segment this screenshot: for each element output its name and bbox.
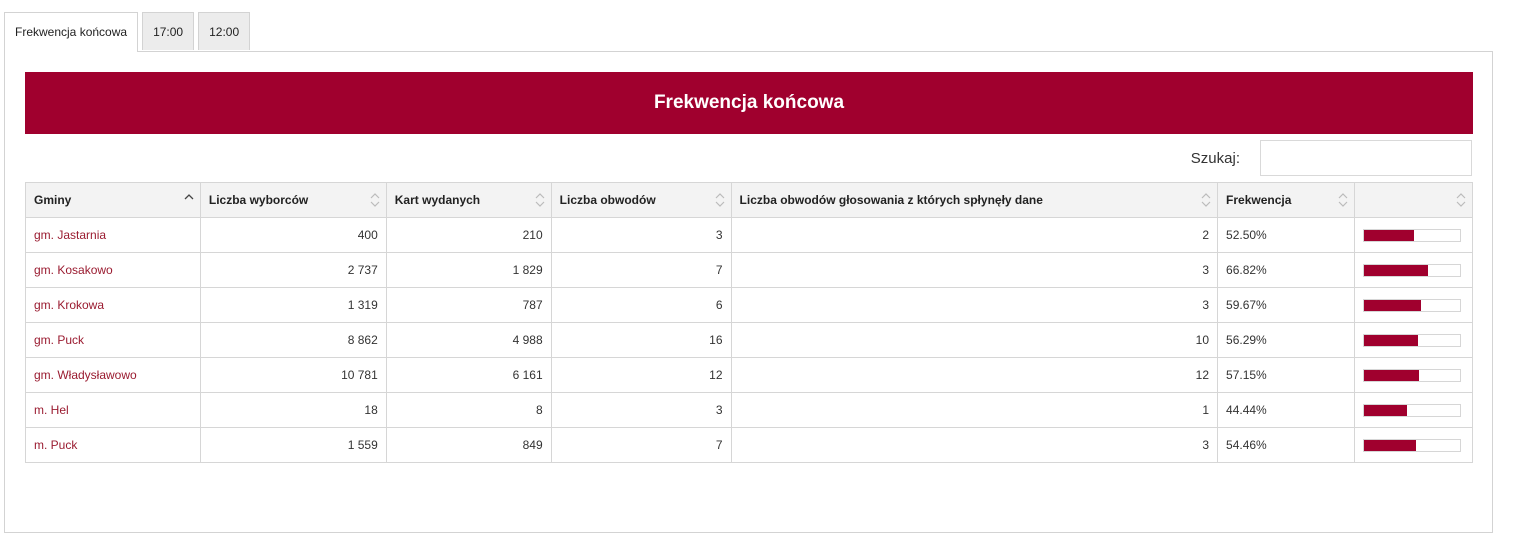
column-header-label: Kart wydanych xyxy=(394,193,481,207)
tab-17-00[interactable]: 17:00 xyxy=(142,12,194,50)
voters-cell: 10 781 xyxy=(200,358,386,393)
table-row xyxy=(26,288,1473,323)
turnout-bar-cell xyxy=(1354,253,1472,288)
sort-asc-icon xyxy=(184,190,194,210)
tab-bar xyxy=(4,12,254,52)
turnout-bar-fill xyxy=(1364,230,1414,241)
turnout-bar-cell xyxy=(1354,393,1472,428)
column-header-districts[interactable] xyxy=(551,183,731,218)
column-header-gminy[interactable] xyxy=(26,183,201,218)
voters-cell: 1 319 xyxy=(200,288,386,323)
voters-cell: 2 737 xyxy=(200,253,386,288)
turnout-cell: 57.15% xyxy=(1218,358,1355,393)
districts-cell: 3 xyxy=(551,218,731,253)
turnout-table xyxy=(25,182,1473,463)
turnout-cell: 66.82% xyxy=(1218,253,1355,288)
turnout-bar-fill xyxy=(1364,265,1428,276)
column-header-label: Liczba wyborców xyxy=(208,193,309,207)
tab-final-turnout[interactable]: Frekwencja końcowa xyxy=(4,12,138,52)
turnout-bar-fill xyxy=(1364,335,1418,346)
gmina-cell xyxy=(26,288,201,323)
ballots-cell: 210 xyxy=(386,218,551,253)
table-row xyxy=(26,323,1473,358)
search-area xyxy=(1191,140,1472,176)
turnout-bar-cell xyxy=(1354,288,1472,323)
column-header-voters[interactable] xyxy=(200,183,386,218)
column-header-ballots[interactable] xyxy=(386,183,551,218)
sort-both-icon xyxy=(1201,190,1211,210)
search-input[interactable] xyxy=(1260,140,1472,176)
gmina-link[interactable]: gm. Krokowa xyxy=(34,298,105,312)
gmina-link[interactable]: gm. Jastarnia xyxy=(34,228,107,242)
column-header-label: Liczba obwodów głosowania z których spłynęły dane xyxy=(739,193,1043,207)
sort-both-icon xyxy=(1338,190,1348,210)
turnout-cell: 54.46% xyxy=(1218,428,1355,463)
tab-12-00[interactable]: 12:00 xyxy=(198,12,250,50)
turnout-bar-fill xyxy=(1364,440,1416,451)
gmina-link[interactable]: gm. Władysławowo xyxy=(34,368,137,382)
districts-cell: 3 xyxy=(551,393,731,428)
gmina-cell xyxy=(26,393,201,428)
districts-reported-cell: 12 xyxy=(731,358,1217,393)
voters-cell: 8 862 xyxy=(200,323,386,358)
turnout-bar-cell xyxy=(1354,358,1472,393)
table-row xyxy=(26,358,1473,393)
turnout-bar xyxy=(1363,264,1461,277)
sort-both-icon xyxy=(535,190,545,210)
ballots-cell: 787 xyxy=(386,288,551,323)
turnout-bar-fill xyxy=(1364,405,1407,416)
turnout-bar xyxy=(1363,299,1461,312)
table-row xyxy=(26,393,1473,428)
column-header-districts-reported[interactable] xyxy=(731,183,1217,218)
column-header-label: Frekwencja xyxy=(1226,193,1292,207)
ballots-cell: 6 161 xyxy=(386,358,551,393)
ballots-cell: 4 988 xyxy=(386,323,551,358)
gmina-cell xyxy=(26,428,201,463)
districts-cell: 6 xyxy=(551,288,731,323)
gmina-cell xyxy=(26,253,201,288)
table-header-row xyxy=(26,183,1473,218)
districts-reported-cell: 10 xyxy=(731,323,1217,358)
gmina-cell xyxy=(26,218,201,253)
turnout-bar-cell xyxy=(1354,323,1472,358)
voters-cell: 18 xyxy=(200,393,386,428)
gmina-link[interactable]: m. Hel xyxy=(34,403,69,417)
gmina-link[interactable]: gm. Puck xyxy=(34,333,85,347)
turnout-bar xyxy=(1363,439,1461,452)
banner-title: Frekwencja końcowa xyxy=(25,72,1473,134)
column-header-turnout-bar[interactable] xyxy=(1354,183,1472,218)
gmina-link[interactable]: m. Puck xyxy=(34,438,78,452)
districts-reported-cell: 3 xyxy=(731,428,1217,463)
table-row xyxy=(26,428,1473,463)
ballots-cell: 8 xyxy=(386,393,551,428)
ballots-cell: 849 xyxy=(386,428,551,463)
turnout-bar-cell xyxy=(1354,218,1472,253)
districts-cell: 7 xyxy=(551,253,731,288)
gmina-cell xyxy=(26,323,201,358)
districts-reported-cell: 1 xyxy=(731,393,1217,428)
table-row xyxy=(26,218,1473,253)
voters-cell: 400 xyxy=(200,218,386,253)
turnout-bar-fill xyxy=(1364,300,1421,311)
turnout-cell: 44.44% xyxy=(1218,393,1355,428)
districts-cell: 7 xyxy=(551,428,731,463)
sort-both-icon xyxy=(1456,190,1466,210)
turnout-bar xyxy=(1363,369,1461,382)
gmina-cell xyxy=(26,358,201,393)
turnout-bar-fill xyxy=(1364,370,1419,381)
turnout-cell: 59.67% xyxy=(1218,288,1355,323)
districts-cell: 16 xyxy=(551,323,731,358)
column-header-turnout[interactable] xyxy=(1218,183,1355,218)
tab-panel xyxy=(4,51,1493,533)
districts-reported-cell: 3 xyxy=(731,253,1217,288)
turnout-cell: 56.29% xyxy=(1218,323,1355,358)
gmina-link[interactable]: gm. Kosakowo xyxy=(34,263,113,277)
table-row xyxy=(26,253,1473,288)
turnout-bar xyxy=(1363,334,1461,347)
districts-reported-cell: 3 xyxy=(731,288,1217,323)
turnout-cell: 52.50% xyxy=(1218,218,1355,253)
sort-both-icon xyxy=(370,190,380,210)
search-label: Szukaj: xyxy=(1190,149,1240,167)
sort-both-icon xyxy=(715,190,725,210)
column-header-label: Gminy xyxy=(34,193,72,207)
turnout-bar xyxy=(1363,404,1461,417)
districts-reported-cell: 2 xyxy=(731,218,1217,253)
turnout-bar xyxy=(1363,229,1461,242)
column-header-label: Liczba obwodów xyxy=(559,193,656,207)
turnout-bar-cell xyxy=(1354,428,1472,463)
ballots-cell: 1 829 xyxy=(386,253,551,288)
districts-cell: 12 xyxy=(551,358,731,393)
voters-cell: 1 559 xyxy=(200,428,386,463)
